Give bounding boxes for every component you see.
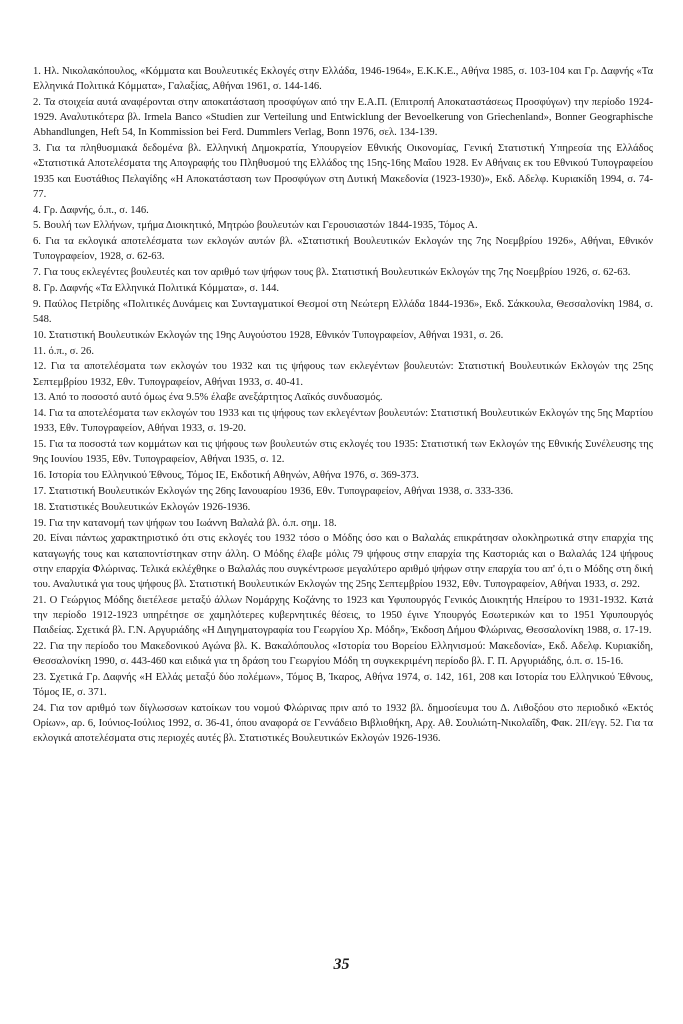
footnote-23: 23. Σχετικά Γρ. Δαφνής «Η Ελλάς μεταξύ δύο πολέμων», Τόμος Β, Ίκαρος, Αθήνα 1974, σ. 142, 161, 208 και Ιστορία του Ελληνικού Έθνους, Τόμος ΙΕ, σ. 371.	[33, 671, 653, 699]
footnote-9: 9. Παύλος Πετρίδης «Πολιτικές Δυνάμεις και Συνταγματικοί Θεσμοί στη Νεώτερη Ελλάδα 1844-1936», Εκδ. Σάκκουλα, Θεσσαλονίκη 1984, σ. 548.	[33, 298, 653, 325]
footnote-4: 4. Γρ. Δαφνής, ό.π., σ. 146.	[33, 204, 149, 216]
footnote-24: 24. Για τον αριθμό των δίγλωσσων κατοίκων του νομού Φλώρινας πριν από το 1932 βλ. δημοσίευμα του Δ. Λιθοξόου στο περιοδικό «Εκτός Ορίων», αρ. 6, Ιούνιος-Ιούλιος 1992, σ. 36-41, όπου αναφορά σε Γεννάδειο Βιβλιοθήκη, Αρχ. Αθ. Σουλιώτη-Νικολαΐδη, Φακ. 2ΙΙ/εγγ. 52. Για τα εκλογικά αποτελέσματα στις περιοχές αυτές βλ. Στατιστικές Βουλευτικών Εκλογών 1926-1936.	[33, 702, 653, 745]
footnote-11: 11. ό.π., σ. 26.	[33, 345, 94, 357]
footnote-15: 15. Για τα ποσοστά των κομμάτων και τις ψήφους των βουλευτών στις εκλογές του 1935: Στατιστική των Εκλογών της Εθνικής Συνέλευσης της 9ης Ιουνίου 1935, Εθν. Τυπογραφείον, Αθήναι 1935, σ. 12.	[33, 439, 653, 466]
footnote-2: 2. Τα στοιχεία αυτά αναφέρονται στην αποκατάσταση προσφύγων από την Ε.Α.Π. (Επιτροπή Αποκαταστάσεως Προσφύγων) την περίοδο 1924-1929. Αναλυτικότερα βλ. Irmela Banco «Studien zur Verteilung und Entwicklung der Bevoelkerung von Griechenland», Bonner Geographische Abhandlungen, Heft 54, In Kommission bei Ferd. Dummlers Verlag, Bonn 1976, σελ. 134-139.	[33, 97, 653, 139]
footnote-3: 3. Για τα πληθυσμιακά δεδομένα βλ. Ελληνική Δημοκρατία, Υπουργείον Εθνικής Οικονομίας, Γενική Στατιστική Υπηρεσία της Ελλάδος «Στατιστικά Αποτελέσματα της Απογραφής του Πληθυσμού της Ελλάδος της 15ης-16ης Μαΐου 1928. Εν Αθήναις εκ του Εθνικού Τυπογραφείου 1935 και Ευστάθιος Πελαγίδης «Η Αποκατάσταση των Προσφύγων στη Δυτική Μακεδονία (1923-1930)», Εκδ. Αδελφ. Κυριακίδη 1994, σ. 74-77.	[33, 143, 653, 200]
footnote-8: 8. Γρ. Δαφνής «Τα Ελληνικά Πολιτικά Κόμματα», σ. 144.	[33, 283, 280, 294]
footnote-16: 16. Ιστορία του Ελληνικού Έθνους, Τόμος ΙΕ, Εκδοτική Αθηνών, Αθήνα 1976, σ. 369-373.	[33, 470, 419, 482]
footnote-18: 18. Στατιστικές Βουλευτικών Εκλογών 1926-1936.	[33, 501, 251, 513]
footnote-20: 20. Είναι πάντως χαρακτηριστικό ότι στις εκλογές του 1932 τόσο ο Μόδης όσο και ο Βαλαλάς επικράτησαν ολοκληρωτικά στην επαρχία της καταγωγής τους και καταποντίστηκαν στην άλλη. Ο Μόδης έλαβε μόλις 79 ψήφους στην επαρχία της Καστοριάς και ο Βαλαλάς 124 ψήφους στην επαρχία Φλώρινας. Τελικά εκλέχθηκε ο Βαλαλάς που συγκέντρωσε μεγαλύτερο αριθμό ψήφων στην επαρχία του απ' ό,τι ο Μόδης στη δική του. Αναλυτικά για τους ψήφους βλ. Στατιστική Βουλευτικών Εκλογών της 25ης Σεπτεμβρίου 1932, Εθν. Τυπογραφείον, Αθήναι 1933, σ. 292.	[33, 533, 653, 590]
footnote-7: 7. Για τους εκλεγέντες βουλευτές και τον αριθμό των ψήφων τους βλ. Στατιστική Βουλευτικών Εκλογών της 7ης Νοεμβρίου 1926, σ. 62-63.	[33, 267, 631, 279]
footnote-14: 14. Για τα αποτελέσματα των εκλογών του 1933 και τις ψήφους των εκλεγέντων βουλευτών: Στατιστική Βουλευτικών Εκλογών της 5ης Μαρτίου 1933, Εθν. Τυπογραφείον, Αθήναι 1933, σ. 19-20.	[33, 408, 653, 435]
footnote-1: 1. Ηλ. Νικολακόπουλος, «Κόμματα και Βουλευτικές Εκλογές στην Ελλάδα, 1946-1964», Ε.Κ.Κ.Ε., Αθήνα 1985, σ. 103-104 και Γρ. Δαφνής «Τα Ελληνικά Πολιτικά Κόμματα», Γαλαξίας, Αθήναι 1961, σ. 144-146.	[33, 66, 653, 93]
footnote-12: 12. Για τα αποτελέσματα των εκλογών του 1932 και τις ψήφους των εκλεγέντων βουλευτών: Στατιστική Βουλευτικών Εκλογών της 25ης Σεπτεμβρίου 1932, Εθν. Τυπογραφείον, Αθήναι 1933, σ. 40-41.	[33, 361, 653, 388]
footnote-17: 17. Στατιστική Βουλευτικών Εκλογών της 26ης Ιανουαρίου 1936, Εθν. Τυπογραφείον, Αθήναι 1938, σ. 333-336.	[33, 485, 514, 497]
footnotes-list	[33, 64, 653, 747]
page-number: 35	[333, 956, 350, 973]
footnote-6: 6. Για τα εκλογικά αποτελέσματα των εκλογών αυτών βλ. «Στατιστική Βουλευτικών Εκλογών της 7ης Νοεμβρίου 1926», Αθήναι, Εθνικόν Τυπογραφείον, 1928, σ. 62-63.	[33, 236, 653, 263]
footnote-10: 10. Στατιστική Βουλευτικών Εκλογών της 19ης Αυγούστου 1928, Εθνικόν Τυπογραφείον, Αθήναι 1931, σ. 26.	[33, 329, 504, 341]
footnote-21: 21. Ο Γεώργιος Μόδης διετέλεσε μεταξύ άλλων Νομάρχης Κοζάνης το 1923 και Υφυπουργός Γενικός Διοικητής Ηπείρου το 1931-1932. Κατά την περίοδο 1912-1923 υπηρέτησε σε χαμηλότερες κυβερνητικές θέσεις, το 1950 έγινε Υπουργός Εσωτερικών και το 1951 Υφυπουργός Παιδείας. Σχετικά βλ. Γ.Ν. Αργυριάδης «Η Διηγηματογραφία του Γεωργίου Χρ. Μόδη», Έκδοση Δήμου Φλώρινας, Θεσσαλονίκη 1988, σ. 17-19.	[33, 594, 653, 637]
footnote-22: 22. Για την περίοδο του Μακεδονικού Αγώνα βλ. Κ. Βακαλόπουλος «Ιστορία του Βορείου Ελληνισμού: Μακεδονία», Εκδ. Αδελφ. Κυριακίδη, Θεσσαλονίκη 1990, σ. 443-460 και ειδικά για τη δράση του Γεωργίου Μόδη τη συγκεκριμένη περίοδο βλ. Γ. Π. Αργυριάδης, ό.π. σ. 15-16.	[33, 640, 653, 668]
footnote-13: 13. Από το ποσοστό αυτό όμως ένα 9.5% έλαβε ανεξάρτητος Λαϊκός συνδυασμός.	[33, 392, 383, 404]
footnote-19: 19. Για την κατανομή των ψήφων του Ιωάννη Βαλαλά βλ. ό.π. σημ. 18.	[33, 517, 337, 529]
footnote-5: 5. Βουλή των Ελλήνων, τμήμα Διοικητικό, Μητρώο βουλευτών και Γερουσιαστών 1844-1935, Τόμος A.	[33, 220, 478, 232]
